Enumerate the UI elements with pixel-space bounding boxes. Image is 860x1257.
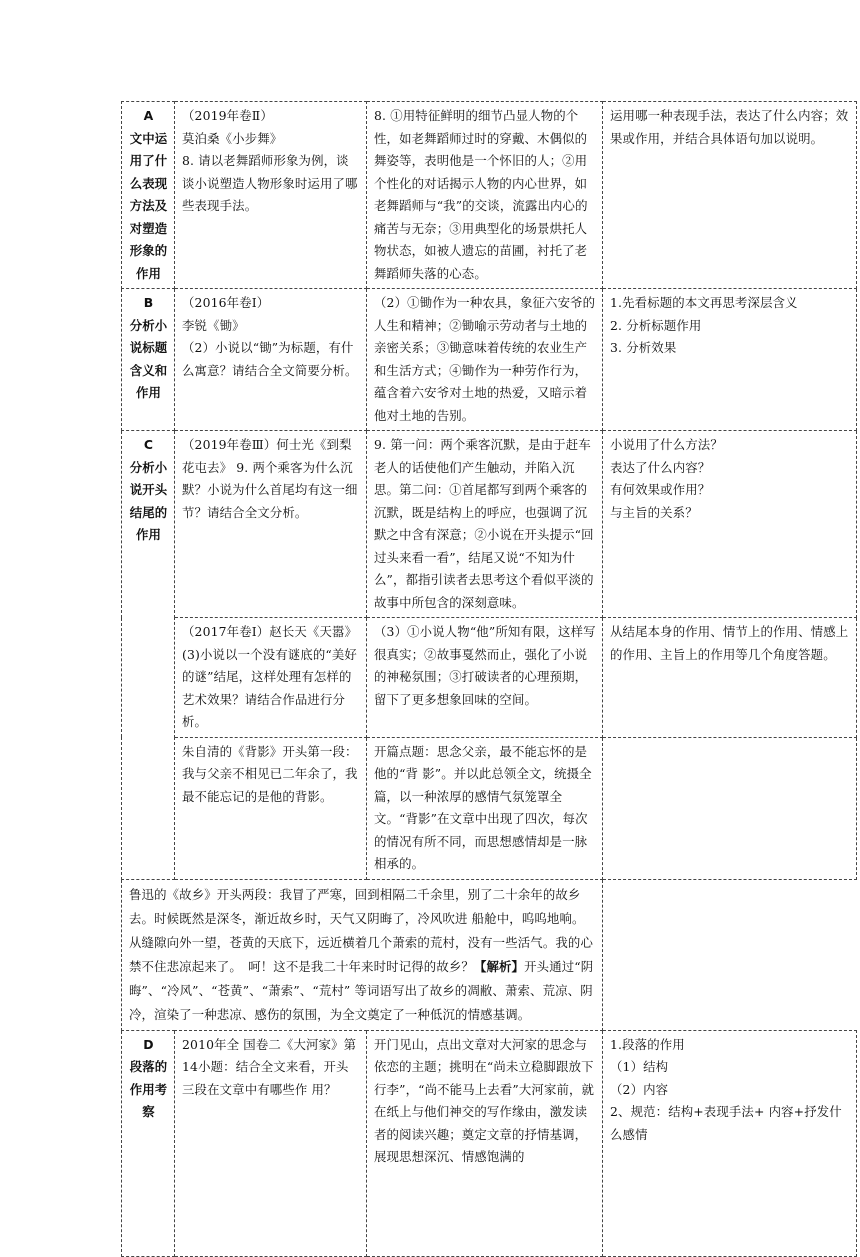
- answer-cell-c3: 开篇点题：思念父亲，最不能忘怀的是他的“背 影”。并以此总领全文，统摄全篇，以一种浓厚的感情气氛笼罩全文。“背影”在文章中出现了四次，每次的情况有所不同，而思想感情却是一脉相承的。: [367, 737, 603, 879]
- question-cell-c2: （2017年卷Ⅰ）赵长天《天嚣》 (3)小说以一个没有谜底的“美好的谜”结尾，这样处理有怎样的艺术效果？请结合作品进行分析。: [175, 618, 367, 738]
- analysis-tag: 【解析】: [473, 958, 525, 974]
- method-cell-a: 运用哪一种表现手法，表达了什么内容；效果或作用，并结合具体语句加以说明。: [603, 102, 857, 289]
- answer-cell-c2: （3）①小说人物“他”所知有限，这样写很真实；②故事戛然而止，强化了小说的神秘氛围；③打破读者的心理预期，留下了更多想象回味的空间。: [367, 618, 603, 738]
- table-row-c2: [122, 618, 857, 738]
- category-letter: D: [143, 1036, 154, 1052]
- category-letter: C: [143, 437, 154, 452]
- category-letter: B: [143, 295, 154, 310]
- category-letter: A: [143, 108, 154, 123]
- method-cell-c3: [603, 737, 857, 879]
- method-line: 1.先看标题的本文再思考深层含义: [610, 295, 798, 310]
- question-source: （2019年卷Ⅱ）: [182, 108, 273, 123]
- table-row-c3: [122, 737, 857, 879]
- method-line: 有何效果或作用？: [610, 482, 711, 497]
- question-text: 8. 请以老舞蹈师形象为例，谈谈小说塑造人物形象时运用了哪些表现手法。: [182, 153, 358, 213]
- exam-answer-table: [121, 101, 857, 1257]
- question-cell-b: [175, 289, 367, 431]
- question-cell-c3: 朱自清的《背影》开头第一段：我与父亲不相见已二年余了，我最不能忘记的是他的背影。: [175, 737, 367, 879]
- category-title: 分析小说标题含义和作用: [129, 317, 168, 400]
- category-cell-b: [122, 289, 175, 431]
- category-cell-c: [122, 431, 175, 880]
- table-row-b: [122, 289, 857, 431]
- analysis-text: 开头通过“阴晦”、“冷风”、“苍黄”、“萧索”、“荒村” 等词语写出了故乡的凋敝、萧索、荒凉、阴冷，渲染了一种悲凉、感伤的氛围，为全文奠定了一种低沉的情感基调。: [129, 958, 594, 1022]
- table-row-c1: [122, 431, 857, 618]
- question-source: （2016年卷Ⅰ）: [182, 295, 270, 310]
- table-row-d: [122, 1030, 857, 1256]
- question-cell-a: [175, 102, 367, 289]
- category-title: 分析小说开头结尾的作用: [129, 459, 168, 542]
- method-cell-b: [603, 289, 857, 431]
- category-cell-d: [122, 1030, 175, 1256]
- table-row-a: [122, 102, 857, 289]
- method-line: 3. 分析效果: [610, 340, 677, 355]
- method-line: 小说用了什么方法？: [610, 437, 723, 452]
- method-line: 与主旨的关系？: [610, 504, 698, 520]
- question-text: （2）小说以“锄”为标题，有什么寓意？请结合全文简要分析。: [182, 340, 358, 378]
- method-line: 2. 分析标题作用: [610, 317, 702, 333]
- answer-cell-c1: 9. 第一问：两个乘客沉默，是由于赶车老人的话使他们产生触动，并陷入沉思。第二问：①首尾都写到两个乘客的沉默，既是结构上的呼应，也强调了沉默之中含有深意；②小说在开头提示“回过头来看一看”，结尾又说“不知为什么”，都指引读者去思考这个看似平淡的故事中所包含的深刻意味。: [367, 431, 603, 618]
- method-line: （1）结构: [610, 1059, 669, 1074]
- excerpt-cell-c4: [122, 879, 603, 1030]
- question-work: 莫泊桑《小步舞》: [182, 130, 283, 146]
- excerpt-text: 鲁迅的《故乡》开头两段：我冒了严寒，回到相隔二千余里，别了二十余年的故乡去。时候既然是深冬，渐近故乡时，天气又阴晦了，冷风吹进 船舱中，呜呜地响。从缝隙向外一望，苍黄的天底下，远近横着几个萧索的荒村，没有一些活气。我的心禁不住悲凉起来了。 呵！这不是我二十年来时时记得的故乡？: [129, 886, 594, 974]
- table-row-c4: [122, 879, 857, 1030]
- answer-cell-d: 开门见山，点出文章对大河家的思念与依恋的主题；挑明在“尚未立稳脚跟放下行李”，“尚不能马上去看”大河家前，就在纸上与他们神交的写作缘由，激发读者的阅读兴趣；奠定文章的抒情基调，展现思想深沉、情感饱满的: [367, 1030, 603, 1256]
- category-cell-a: [122, 102, 175, 289]
- category-title: 段落的作用考察: [129, 1059, 168, 1119]
- method-cell-d: [603, 1030, 857, 1256]
- question-cell-c1: （2019年卷Ⅲ）何士光《到梨花屯去》 9. 两个乘客为什么沉默？小说为什么首尾均有这一细节？请结合全文分析。: [175, 431, 367, 618]
- method-line: （2）内容: [610, 1081, 669, 1097]
- question-work: 李锐《锄》: [182, 317, 245, 333]
- answer-cell-b: （2）①锄作为一种农具，象征六安爷的人生和精神；②锄喻示劳动者与土地的亲密关系；③锄意味着传统的农业生产和生活方式；④锄作为一种劳作行为，蕴含着六安爷对土地的热爱，又暗示着他对土地的告别。: [367, 289, 603, 431]
- method-line: 表达了什么内容？: [610, 459, 711, 475]
- answer-cell-a: 8. ①用特征鲜明的细节凸显人物的个性，如老舞蹈师过时的穿戴、木偶似的舞姿等，表明他是一个怀旧的人；②用个性化的对话揭示人物的内心世界，如老舞蹈师与“我”的交谈，流露出内心的痛苦与无奈；③用典型化的场景烘托人物状态，如被人遗忘的苗圃，衬托了老舞蹈师失落的心态。: [367, 102, 603, 289]
- question-cell-d: 2010年全 国卷二《大河家》第14小题：结合全文来看，开头三段在文章中有哪些作 用？: [175, 1030, 367, 1256]
- method-cell-c1: [603, 431, 857, 618]
- category-title: 文中运用了什么表现方法及对塑造形象的作用: [129, 130, 168, 281]
- method-line: 1.段落的作用: [610, 1036, 685, 1052]
- method-line: 2、规范：结构+表现手法+ 内容+抒发什么感情: [610, 1104, 842, 1142]
- method-cell-c2: 从结尾本身的作用、情节上的作用、情感上的作用、主旨上的作用等几个角度答题。: [603, 618, 857, 738]
